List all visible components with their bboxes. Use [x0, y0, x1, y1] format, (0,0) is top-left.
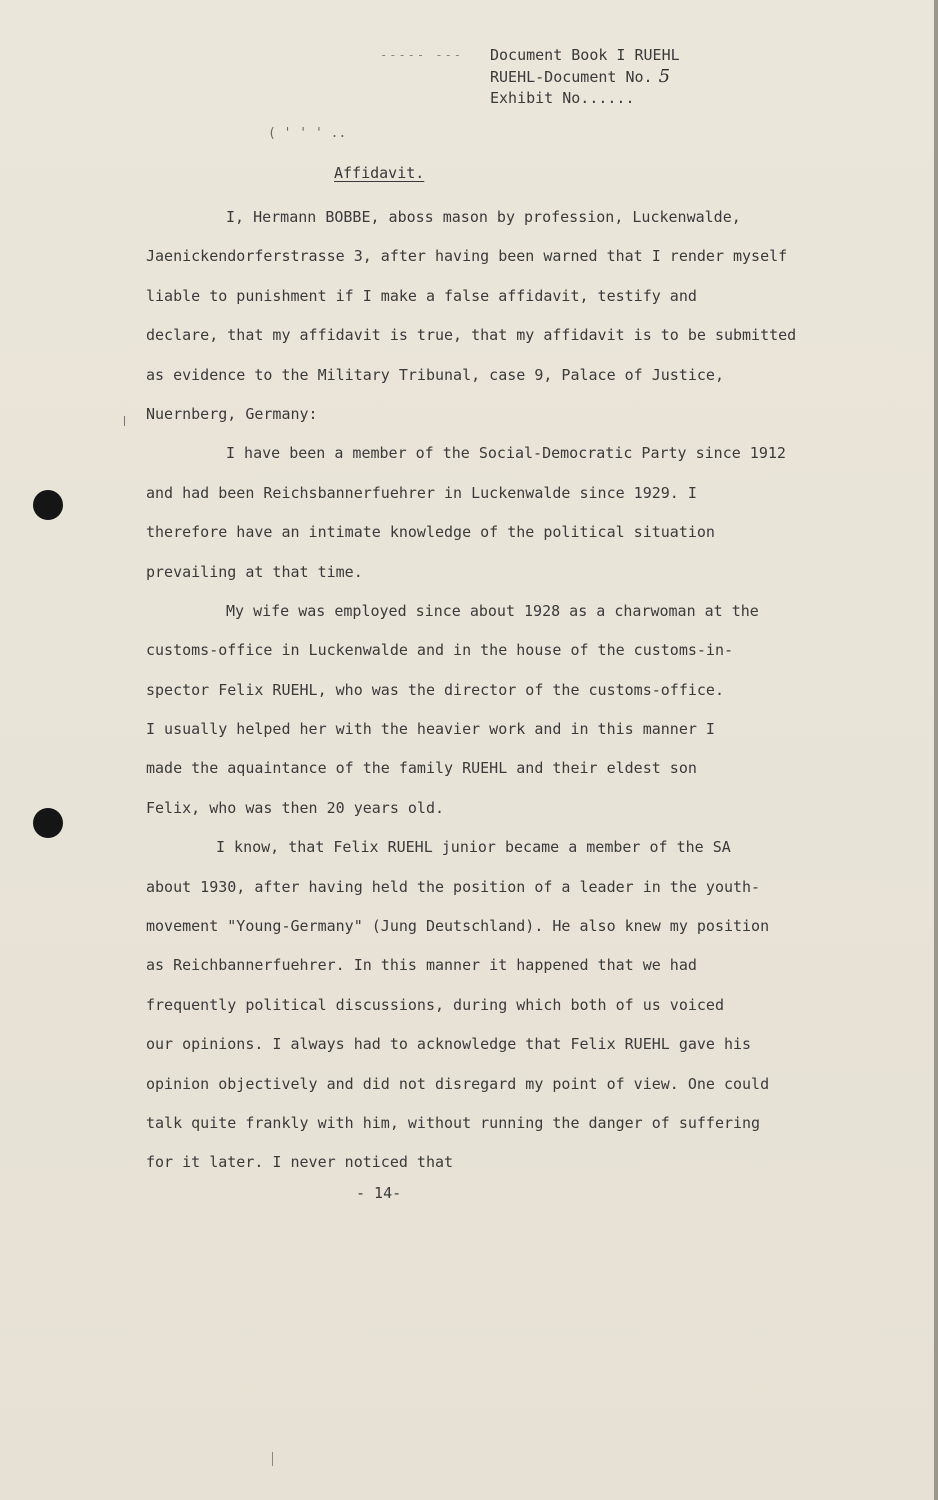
faint-pencil-marks: ( ' ' ' ..	[268, 126, 347, 141]
exhibit-label: Exhibit No......	[490, 89, 635, 107]
body-line: for it later. I never noticed that	[146, 1153, 454, 1172]
body-line: spector Felix RUEHL, who was the director of the customs-office.	[146, 680, 724, 699]
body-line: I know, that Felix RUEHL junior became a member of the SA	[216, 838, 731, 857]
affidavit-body	[146, 198, 846, 1183]
body-line: My wife was employed since about 1928 as a charwoman at the	[226, 601, 759, 620]
body-line: movement "Young-Germany" (Jung Deutschland). He also knew my position	[146, 917, 770, 936]
ruehl-document-number: 5	[658, 66, 671, 87]
document-header	[490, 45, 680, 109]
page-number: - 14-	[356, 1184, 402, 1202]
punch-hole-bottom	[33, 808, 63, 838]
body-line: our opinions. I always had to acknowledge that Felix RUEHL gave his	[146, 1035, 752, 1054]
body-line: Jaenickendorferstrasse 3, after having been warned that I render myself	[146, 247, 788, 266]
body-line: therefore have an intimate knowledge of the political situation	[146, 523, 715, 542]
faint-stamp-marks: ----- ---	[380, 48, 464, 62]
body-line: and had been Reichsbannerfuehrer in Luckenwalde since 1929. I	[146, 483, 697, 502]
ruehl-document-prefix: RUEHL-Document No.	[490, 68, 653, 86]
affidavit-title: Affidavit.	[334, 164, 425, 182]
body-line: prevailing at that time.	[146, 562, 363, 581]
page-edge-shadow	[934, 0, 938, 1500]
body-line: about 1930, after having held the position of a leader in the youth-	[146, 877, 761, 896]
body-line: Nuernberg, Germany:	[146, 404, 318, 423]
body-line: talk quite frankly with him, without running the danger of suffering	[146, 1113, 761, 1132]
punch-hole-top	[33, 490, 63, 520]
body-line: I have been a member of the Social-Democratic Party since 1912	[226, 444, 786, 463]
body-line: customs-office in Luckenwalde and in the house of the customs-in-	[146, 641, 733, 660]
margin-mark	[124, 416, 125, 426]
body-line: as Reichbannerfuehrer. In this manner it happened that we had	[146, 956, 697, 975]
body-line: as evidence to the Military Tribunal, case 9, Palace of Justice,	[146, 365, 724, 384]
ruehl-document-label	[490, 66, 680, 88]
body-line: declare, that my affidavit is true, that my affidavit is to be submitted	[146, 326, 797, 345]
body-line: I usually helped her with the heavier work and in this manner I	[146, 720, 715, 739]
body-line: Felix, who was then 20 years old.	[146, 798, 445, 817]
body-line: made the aquaintance of the family RUEHL and their eldest son	[146, 759, 697, 778]
bottom-mark	[272, 1452, 273, 1466]
body-line: liable to punishment if I make a false affidavit, testify and	[146, 286, 697, 305]
body-line: frequently political discussions, during which both of us voiced	[146, 995, 724, 1014]
document-book-label: Document Book I RUEHL	[490, 46, 680, 64]
body-line: opinion objectively and did not disregard my point of view. One could	[146, 1074, 770, 1093]
body-line: I, Hermann BOBBE, aboss mason by profession, Luckenwalde,	[226, 208, 741, 226]
